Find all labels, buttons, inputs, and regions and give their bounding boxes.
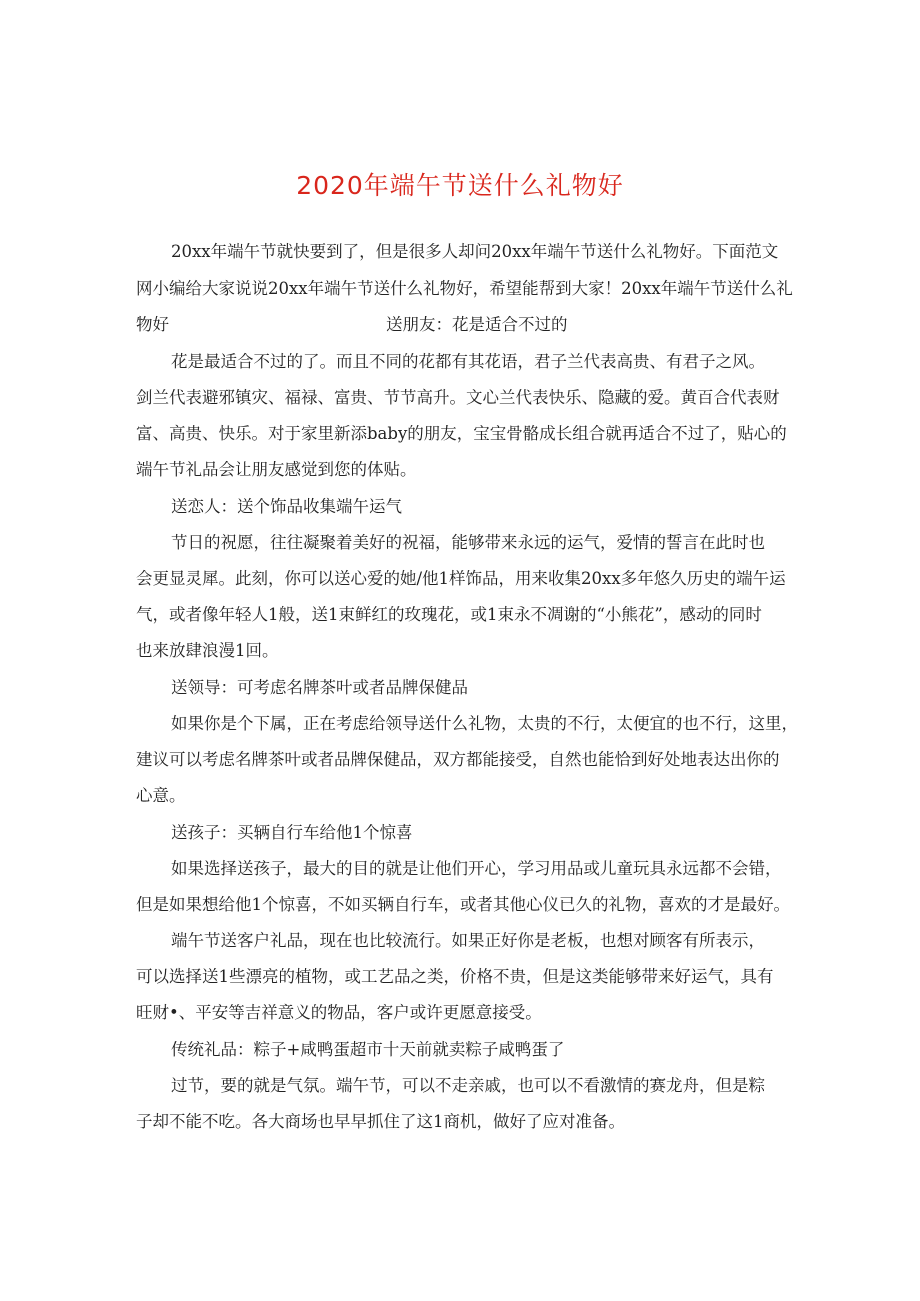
paragraph-line: 花是最适合不过的了。而且不同的花都有其花语，君子兰代表高贵、有君子之风。 [171,352,765,371]
paragraph-line: 物好 [136,315,169,334]
section-heading-friends: 送朋友：花是适合不过的 [386,315,568,334]
paragraph-line: 如果你是个下属，正在考虑给领导送什么礼物，太贵的不行，太便宜的也不行，这里， [171,714,798,733]
paragraph-line: 端午节礼品会让朋友感觉到您的体贴。 [136,460,417,479]
paragraph-line: 过节，要的就是气氛。端午节，可以不走亲戚，也可以不看激情的赛龙舟，但是粽 [171,1076,765,1095]
paragraph-line: 可以选择送1些漂亮的植物，或工艺品之类，价格不贵，但是这类能够带来好运气，具有 [136,967,774,986]
section-heading-children: 送孩子：买辆自行车给他1个惊喜 [171,823,413,842]
paragraph-line: 端午节送客户礼品，现在也比较流行。如果正好你是老板，也想对顾客有所表示， [171,931,765,950]
paragraph-line: 建议可以考虑名牌茶叶或者品牌保健品，双方都能接受，自然也能恰到好处地表达出你的 [136,750,780,769]
document-title: 2020年端午节送什么礼物好 [296,171,624,200]
paragraph-line: 20xx年端午节就快要到了，但是很多人却问20xx年端午节送什么礼物好。下面范文 [171,242,779,261]
paragraph-line: 气，或者像年轻人1般，送1束鲜红的玫瑰花，或1束永不凋谢的“小熊花”，感动的同时 [136,605,762,624]
paragraph-line: 节日的祝愿，往往凝聚着美好的祝福，能够带来永远的运气，爱情的誓言在此时也 [171,533,765,552]
paragraph-line: 如果选择送孩子，最大的目的就是让他们开心，学习用品或儿童玩具永远都不会错， [171,859,782,878]
paragraph-line: 富、高贵、快乐。对于家里新添baby的朋友，宝宝骨骼成长组合就再适合不过了，贴心的 [136,424,787,443]
paragraph-line: 心意。 [136,786,186,805]
paragraph-line: 会更显灵犀。此刻，你可以送心爱的她/他1样饰品，用来收集20xx多年悠久历史的端午运 [136,569,786,588]
section-heading-traditional: 传统礼品：粽子+咸鸭蛋超市十天前就卖粽子咸鸭蛋了 [171,1040,565,1059]
paragraph-line: 旺财•、平安等吉祥意义的物品，客户或许更愿意接受。 [136,1003,542,1022]
paragraph-line: 子却不能不吃。各大商场也早早抓住了这1商机，做好了应对准备。 [136,1112,625,1131]
section-heading-lover: 送恋人：送个饰品收集端午运气 [171,497,402,516]
paragraph-line: 也来放肆浪漫1回。 [136,641,279,660]
paragraph-line: 剑兰代表避邪镇灾、福禄、富贵、节节高升。文心兰代表快乐、隐藏的爱。黄百合代表财 [136,388,780,407]
section-heading-leader: 送领导：可考虑名牌茶叶或者品牌保健品 [171,678,468,697]
paragraph-line: 但是如果想给他1个惊喜，不如买辆自行车，或者其他心仪已久的礼物，喜欢的才是最好。 [136,895,790,914]
paragraph-line: 网小编给大家说说20xx年端午节送什么礼物好，希望能帮到大家！20xx年端午节送什么礼 [136,279,793,298]
